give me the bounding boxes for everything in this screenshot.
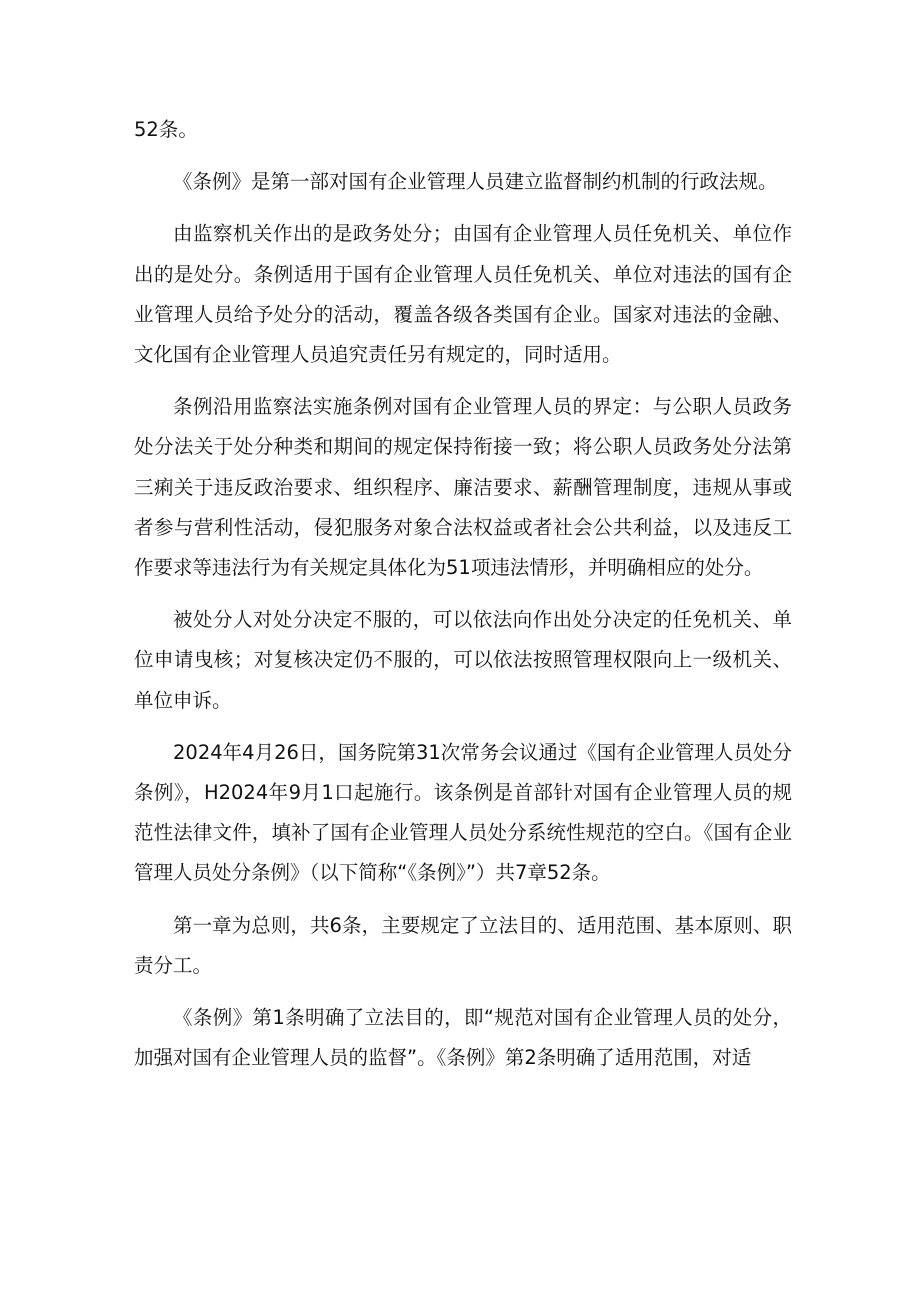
paragraph-adoption-date: 2024年4月26日，国务院第31次常务会议通过《国有企业管理人员处分条例》，H2024年9月1口起施行。该条例是首部针对国有企业管理人员的规范性法律文件，填补了国有企业管理人员处分系统性规范的空白。《国有企业管理人员处分条例》（以下简称“《条例》”）共7章52条。 [134,740,792,885]
paragraph-chapter-one: 第一章为总则，共6条，主要规定了立法目的、适用范围、基本原则、职责分工。 [134,913,792,977]
paragraph-regulation-nature: 《条例》是第一部对国有企业管理人员建立监督制约机制的行政法规。 [173,170,778,194]
document-body [134,110,792,1090]
paragraph-scope-of-application: 由监察机关作出的是政务处分；由国有企业管理人员任免机关、单位作出的是处分。条例适用于国有企业管理人员任免机关、单位对违法的国有企业管理人员给予处分的活动，覆盖各级各类国有企业。国家对违法的金融、文化国有企业管理人员追究责任另有规定的，同时适用。 [134,222,792,367]
paragraph-definitions-and-violations: 条例沿用监察法实施条例对国有企业管理人员的界定：与公职人员政务处分法关于处分种类和期间的规定保持衔接一致；将公职人员政务处分法第三痢关于违反政治要求、组织程序、廉洁要求、薪酬管理制度，违规从事或者参与营利性活动，侵犯服务对象合法权益或者社会公共利益，以及违反工作要求等违法行为有关规定具体化为51项违法情形，并明确相应的处分。 [134,395,792,580]
paragraph-continuation: 52条。 [134,118,198,141]
paragraph-appeal-process: 被处分人对处分决定不服的，可以依法向作出处分决定的任免机关、单位申请曳核；对复核决定仍不服的，可以依法按照管理权限向上一级机关、单位申诉。 [134,608,792,712]
paragraph-article-one-two: 《条例》第1条明确了立法目的，即“规范对国有企业管理人员的处分，加强对国有企业管理人员的监督”。《条例》第2条明确了适用范围，对适 [134,1006,792,1070]
